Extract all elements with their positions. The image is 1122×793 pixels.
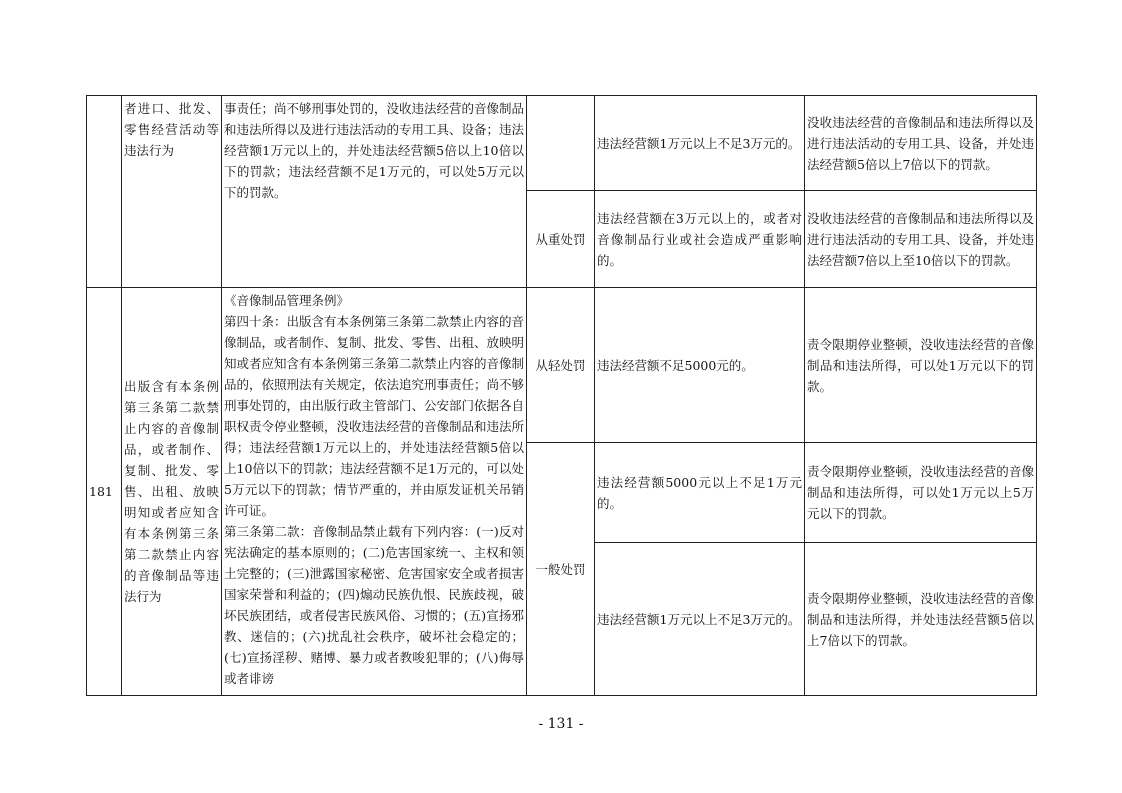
condition-cell: 违法经营额1万元以上不足3万元的。 — [595, 96, 805, 191]
condition-cell: 违法经营额5000元以上不足1万元的。 — [595, 443, 805, 543]
penalty-cell: 责令限期停业整顿，没收违法经营的音像制品和违法所得，可以处1万元以上5万元以下的罚款。 — [805, 443, 1037, 543]
penalty-cell: 没收违法经营的音像制品和违法所得以及进行违法活动的专用工具、设备，并处违法经营额7倍以上至10倍以下的罚款。 — [805, 191, 1037, 288]
condition-cell: 违法经营额1万元以上不足3万元的。 — [595, 543, 805, 696]
row-number-cell — [87, 96, 122, 288]
page-number: - 131 - — [538, 716, 584, 732]
condition-cell: 违法经营额在3万元以上的，或者对音像制品行业或社会造成严重影响的。 — [595, 191, 805, 288]
table-row — [87, 96, 1037, 191]
penalty-level-cell: 从重处罚 — [527, 191, 595, 288]
penalty-cell: 责令限期停业整顿，没收违法经营的音像制品和违法所得，可以处1万元以下的罚款。 — [805, 288, 1037, 443]
penalty-cell: 没收违法经营的音像制品和违法所得以及进行违法活动的专用工具、设备，并处违法经营额5倍以上7倍以下的罚款。 — [805, 96, 1037, 191]
row-number-cell: 181 — [87, 288, 122, 696]
penalty-cell: 责令限期停业整顿，没收违法经营的音像制品和违法所得，并处违法经营额5倍以上7倍以下的罚款。 — [805, 543, 1037, 696]
penalty-level-cell: 从轻处罚 — [527, 288, 595, 443]
violation-cell: 者进口、批发、零售经营活动等违法行为 — [122, 96, 222, 288]
table-row — [87, 288, 1037, 443]
penalty-standards-table — [86, 95, 1037, 696]
penalty-level-cell — [527, 96, 595, 191]
violation-cell: 出版含有本条例第三条第二款禁止内容的音像制品，或者制作、复制、批发、零售、出租、放映明知或者应知含有本条例第三条第二款禁止内容的音像制品等违法行为 — [122, 288, 222, 696]
legal-basis-cell: 事责任；尚不够刑事处罚的，没收违法经营的音像制品和违法所得以及进行违法活动的专用工具、设备；违法经营额1万元以上的，并处违法经营额5倍以上10倍以下的罚款；违法经营额不足1万元的，可以处5万元以下的罚款。 — [222, 96, 527, 288]
condition-cell: 违法经营额不足5000元的。 — [595, 288, 805, 443]
penalty-level-cell: 一般处罚 — [527, 443, 595, 696]
legal-basis-cell: 《音像制品管理条例》 第四十条：出版含有本条例第三条第二款禁止内容的音像制品，或者制作、复制、批发、零售、出租、放映明知或者应知含有本条例第三条第二款禁止内容的音像制品的，依照刑法有关规定，依法追究刑事责任；尚不够刑事处罚的，由出版行政主管部门、公安部门依据各自职权责令停业整顿，没收违法经营的音像制品和违法所得；违法经营额1万元以上的，并处违法经营额5倍以上10倍以下的罚款；违法经营额不足1万元的，可以处5万元以下的罚款；情节严重的，并由原发证机关吊销许可证。 第三条第二款：音像制品禁止载有下列内容：(一)反对宪法确定的基本原则的；(二)危害国家统一、主权和领土完整的；(三)泄露国家秘密、危害国家安全或者损害国家荣誉和利益的；(四)煽动民族仇恨、民族歧视，破坏民族团结，或者侵害民族风俗、习惯的；(五)宣扬邪教、迷信的；(六)扰乱社会秩序，破坏社会稳定的；(七)宣扬淫秽、赌博、暴力或者教唆犯罪的；(八)侮辱或者诽谤 — [222, 288, 527, 696]
